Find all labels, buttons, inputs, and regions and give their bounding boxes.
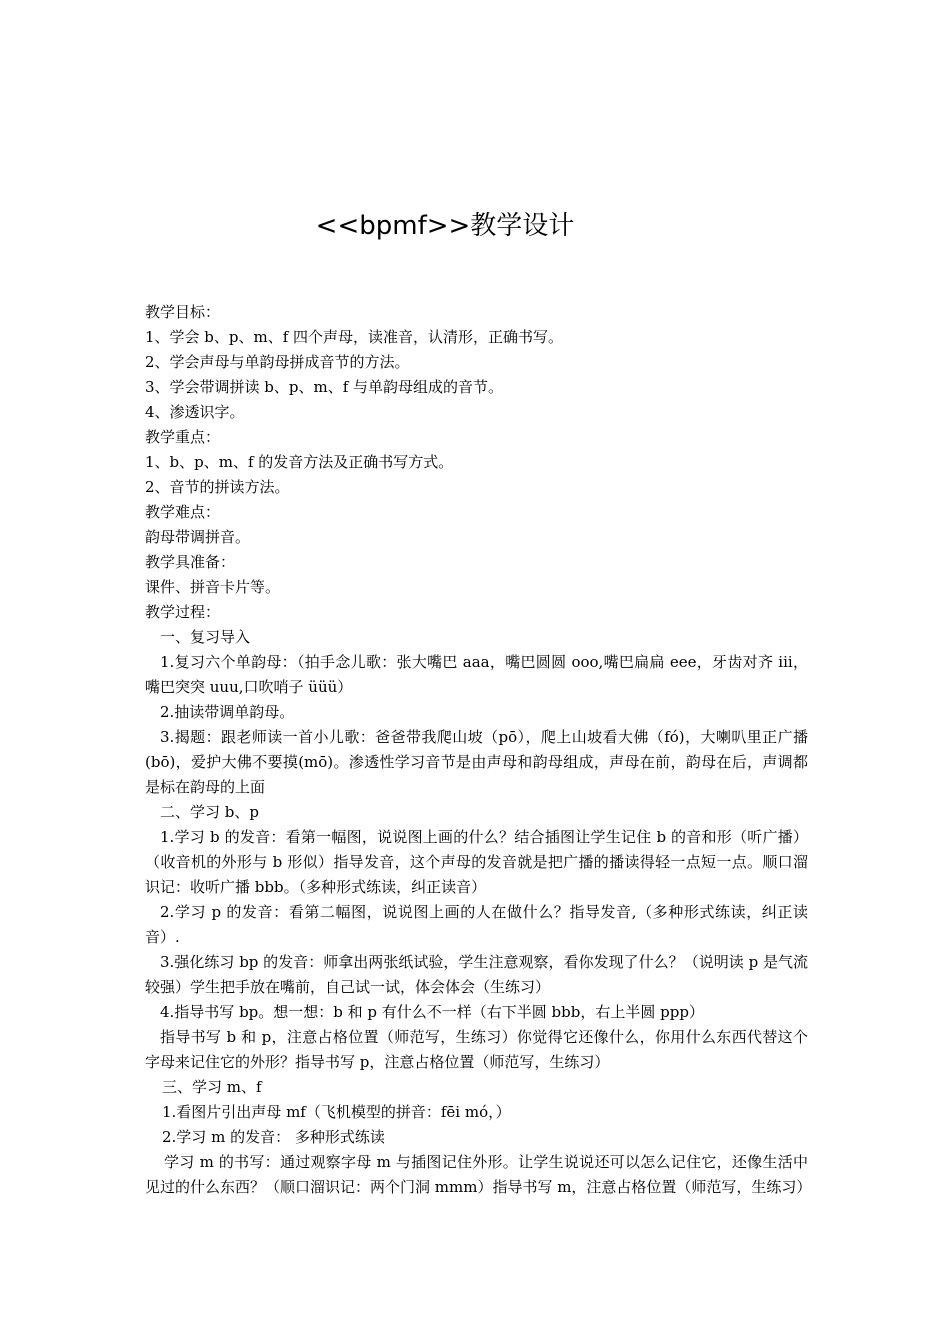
paragraph: 2、学会声母与单韵母拼成音节的方法。	[145, 353, 410, 371]
paragraph: 1.看图片引出声母 mf（飞机模型的拼音：fēi mó，）	[162, 1103, 511, 1121]
paragraph: 3、学会带调拼读 b、p、m、f 与单韵母组成的音节。	[145, 378, 504, 396]
section-heading: 一、复习导入	[160, 628, 251, 646]
paragraph: 3.揭题：跟老师读一首小儿歌：爸爸带我爬山坡（pō），爬上山坡看大佛（fó)，大喇叭里正广播(bō)，爱护大佛不要摸(mō)。渗透性学习音节是由声母和韵母组成，声母在前，韵母在后，声调都是标在韵母的上面	[145, 728, 808, 796]
paragraph: 2.学习 m 的发音： 多种形式练读	[162, 1128, 385, 1146]
paragraph: 1.学习 b 的发音：看第一幅图，说说图上画的什么？结合插图让学生记住 b 的音和形（听广播）（收音机的外形与 b 形似）指导发音，这个声母的发音就是把广播的播读得轻一点短一点。顺口溜识记：收听广播 bbb。（多种形式练读，纠正读音）	[145, 828, 808, 896]
paragraph: 1、b、p、m、f 的发音方法及正确书写方式。	[145, 453, 454, 471]
paragraph: 课件、拼音卡片等。	[145, 578, 281, 596]
document-title: <<bpmf>>教学设计	[315, 211, 575, 241]
section-heading: 二、学习 b、p	[160, 803, 259, 821]
paragraph: 教学目标：	[145, 303, 221, 321]
paragraph: 4.指导书写 bp。想一想：b 和 p 有什么不一样（右下半圆 bbb，右上半圆 ppp）	[160, 1003, 704, 1021]
paragraph: 4、渗透识字。	[145, 403, 245, 421]
section-heading: 三、学习 m、f	[162, 1078, 262, 1096]
paragraph: 教学重点：	[145, 428, 221, 446]
paragraph: 2.学习 p 的发音：看第二幅图，说说图上画的人在做什么？指导发音,（多种形式练读，纠正读音）.	[145, 903, 808, 946]
paragraph: 1、学会 b、p、m、f 四个声母，读准音，认清形，正确书写。	[145, 328, 564, 346]
paragraph: 教学具准备：	[145, 553, 236, 571]
paragraph: 指导书写 b 和 p，注意占格位置（师范写，生练习）你觉得它还像什么，你用什么东西代替这个字母来记住它的外形？指导书写 p，注意占格位置（师范写，生练习）	[145, 1028, 808, 1071]
paragraph: 1.复习六个单韵母：（拍手念儿歌：张大嘴巴 aaa，嘴巴圆圆 ooo,嘴巴扁扁 eee，牙齿对齐 iii，嘴巴突突 uuu,口吹哨子 üüü）	[145, 653, 808, 696]
paragraph: 韵母带调拼音。	[145, 528, 251, 546]
paragraph: 教学过程：	[145, 603, 221, 621]
document-body	[145, 300, 812, 1200]
paragraph: 2、音节的拼读方法。	[145, 478, 290, 496]
paragraph: 学习 m 的书写：通过观察字母 m 与插图记住外形。让学生说说还可以怎么记住它，还像生活中见过的什么东西？（顺口溜识记：两个门洞 mmm）指导书写 m，注意占格位置（师范写，生练习）	[145, 1153, 812, 1196]
paragraph: 3.强化练习 bp 的发音：师拿出两张纸试验，学生注意观察，看你发现了什么？（说明读 p 是气流较强）学生把手放在嘴前，自己试一试，体会体会（生练习）	[145, 953, 808, 996]
paragraph: 2.抽读带调单韵母。	[160, 703, 295, 721]
paragraph: 教学难点：	[145, 503, 221, 521]
